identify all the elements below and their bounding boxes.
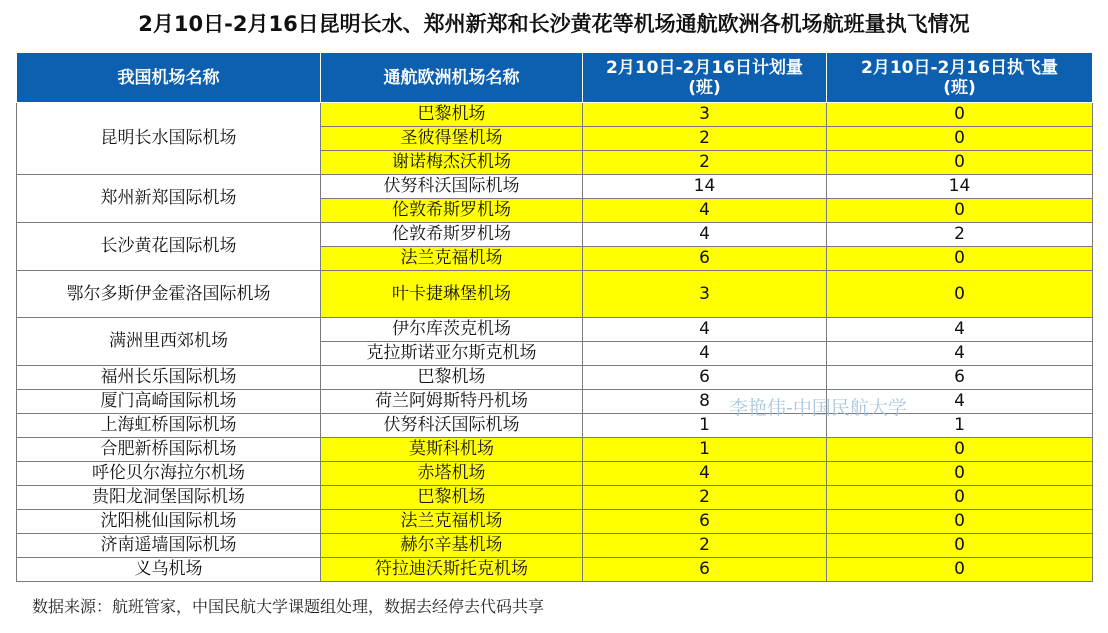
header-planned — [583, 53, 827, 103]
table-row — [17, 271, 1093, 318]
europe-airport-cell: 法兰克福机场 — [321, 510, 583, 534]
flown-count-cell: 4 — [827, 390, 1093, 414]
table-row — [17, 175, 1093, 199]
planned-count-cell: 1 — [583, 414, 827, 438]
flown-count-cell: 0 — [827, 271, 1093, 318]
flown-count-cell: 0 — [827, 438, 1093, 462]
table-row — [17, 103, 1093, 127]
europe-airport-cell: 伊尔库茨克机场 — [321, 318, 583, 342]
europe-airport-cell: 克拉斯诺亚尔斯克机场 — [321, 342, 583, 366]
domestic-airport-cell: 福州长乐国际机场 — [17, 366, 321, 390]
planned-count-cell: 2 — [583, 127, 827, 151]
planned-count-cell: 3 — [583, 103, 827, 127]
europe-airport-cell: 圣彼得堡机场 — [321, 127, 583, 151]
flown-count-cell: 1 — [827, 414, 1093, 438]
planned-count-cell: 6 — [583, 558, 827, 582]
europe-airport-cell: 巴黎机场 — [321, 103, 583, 127]
europe-airport-cell: 叶卡捷琳堡机场 — [321, 271, 583, 318]
flown-count-cell: 0 — [827, 486, 1093, 510]
flight-table — [16, 52, 1093, 582]
domestic-airport-cell: 沈阳桃仙国际机场 — [17, 510, 321, 534]
flown-count-cell: 0 — [827, 247, 1093, 271]
domestic-airport-cell: 满洲里西郊机场 — [17, 318, 321, 366]
table-row — [17, 223, 1093, 247]
data-source-note: 数据来源：航班管家，中国民航大学课题组处理，数据去经停去代码共享 — [32, 597, 545, 616]
flown-count-cell: 6 — [827, 366, 1093, 390]
table-header — [17, 53, 1093, 103]
planned-count-cell: 2 — [583, 534, 827, 558]
domestic-airport-cell: 义乌机场 — [17, 558, 321, 582]
table-row — [17, 510, 1093, 534]
planned-count-cell: 2 — [583, 151, 827, 175]
table-row — [17, 366, 1093, 390]
table-row — [17, 558, 1093, 582]
table-row — [17, 534, 1093, 558]
domestic-airport-cell: 鄂尔多斯伊金霍洛国际机场 — [17, 271, 321, 318]
europe-airport-cell: 伏努科沃国际机场 — [321, 414, 583, 438]
table-row — [17, 486, 1093, 510]
table-row — [17, 414, 1093, 438]
flown-count-cell: 2 — [827, 223, 1093, 247]
europe-airport-cell: 巴黎机场 — [321, 366, 583, 390]
domestic-airport-cell: 昆明长水国际机场 — [17, 103, 321, 175]
table-row — [17, 390, 1093, 414]
planned-count-cell: 6 — [583, 247, 827, 271]
planned-count-cell: 6 — [583, 510, 827, 534]
flown-count-cell: 0 — [827, 534, 1093, 558]
table-row — [17, 318, 1093, 342]
planned-count-cell: 4 — [583, 199, 827, 223]
table-body — [17, 103, 1093, 582]
flown-count-cell: 0 — [827, 103, 1093, 127]
planned-count-cell: 2 — [583, 486, 827, 510]
europe-airport-cell: 符拉迪沃斯托克机场 — [321, 558, 583, 582]
planned-count-cell: 6 — [583, 366, 827, 390]
planned-count-cell: 4 — [583, 318, 827, 342]
header-planned-text: 2月10日-2月16日计划量 (班) — [605, 57, 804, 98]
header-domestic-airport: 我国机场名称 — [17, 53, 321, 103]
flown-count-cell: 0 — [827, 462, 1093, 486]
domestic-airport-cell: 上海虹桥国际机场 — [17, 414, 321, 438]
europe-airport-cell: 伦敦希斯罗机场 — [321, 199, 583, 223]
europe-airport-cell: 谢诺梅杰沃机场 — [321, 151, 583, 175]
flown-count-cell: 0 — [827, 558, 1093, 582]
flown-count-cell: 0 — [827, 510, 1093, 534]
header-flown-text: 2月10日-2月16日执飞量 (班) — [860, 57, 1059, 98]
domestic-airport-cell: 郑州新郑国际机场 — [17, 175, 321, 223]
header-row — [17, 53, 1093, 103]
planned-count-cell: 8 — [583, 390, 827, 414]
planned-count-cell: 4 — [583, 223, 827, 247]
planned-count-cell: 1 — [583, 438, 827, 462]
header-flown — [827, 53, 1093, 103]
europe-airport-cell: 伏努科沃国际机场 — [321, 175, 583, 199]
planned-count-cell: 4 — [583, 462, 827, 486]
europe-airport-cell: 赫尔辛基机场 — [321, 534, 583, 558]
domestic-airport-cell: 厦门高崎国际机场 — [17, 390, 321, 414]
domestic-airport-cell: 济南遥墙国际机场 — [17, 534, 321, 558]
europe-airport-cell: 赤塔机场 — [321, 462, 583, 486]
europe-airport-cell: 伦敦希斯罗机场 — [321, 223, 583, 247]
domestic-airport-cell: 长沙黄花国际机场 — [17, 223, 321, 271]
flown-count-cell: 4 — [827, 318, 1093, 342]
domestic-airport-cell: 贵阳龙洞堡国际机场 — [17, 486, 321, 510]
watermark: 李艳伟-中国民航大学 — [729, 397, 907, 419]
europe-airport-cell: 巴黎机场 — [321, 486, 583, 510]
planned-count-cell: 4 — [583, 342, 827, 366]
header-europe-airport: 通航欧洲机场名称 — [321, 53, 583, 103]
flown-count-cell: 0 — [827, 151, 1093, 175]
flown-count-cell: 14 — [827, 175, 1093, 199]
planned-count-cell: 3 — [583, 271, 827, 318]
europe-airport-cell: 莫斯科机场 — [321, 438, 583, 462]
domestic-airport-cell: 呼伦贝尔海拉尔机场 — [17, 462, 321, 486]
europe-airport-cell: 法兰克福机场 — [321, 247, 583, 271]
table-row — [17, 438, 1093, 462]
page-title: 2月10日-2月16日昆明长水、郑州新郑和长沙黄花等机场通航欧洲各机场航班量执飞情况 — [138, 12, 970, 36]
table-row — [17, 462, 1093, 486]
domestic-airport-cell: 合肥新桥国际机场 — [17, 438, 321, 462]
planned-count-cell: 14 — [583, 175, 827, 199]
europe-airport-cell: 荷兰阿姆斯特丹机场 — [321, 390, 583, 414]
flown-count-cell: 0 — [827, 199, 1093, 223]
flown-count-cell: 0 — [827, 127, 1093, 151]
flown-count-cell: 4 — [827, 342, 1093, 366]
